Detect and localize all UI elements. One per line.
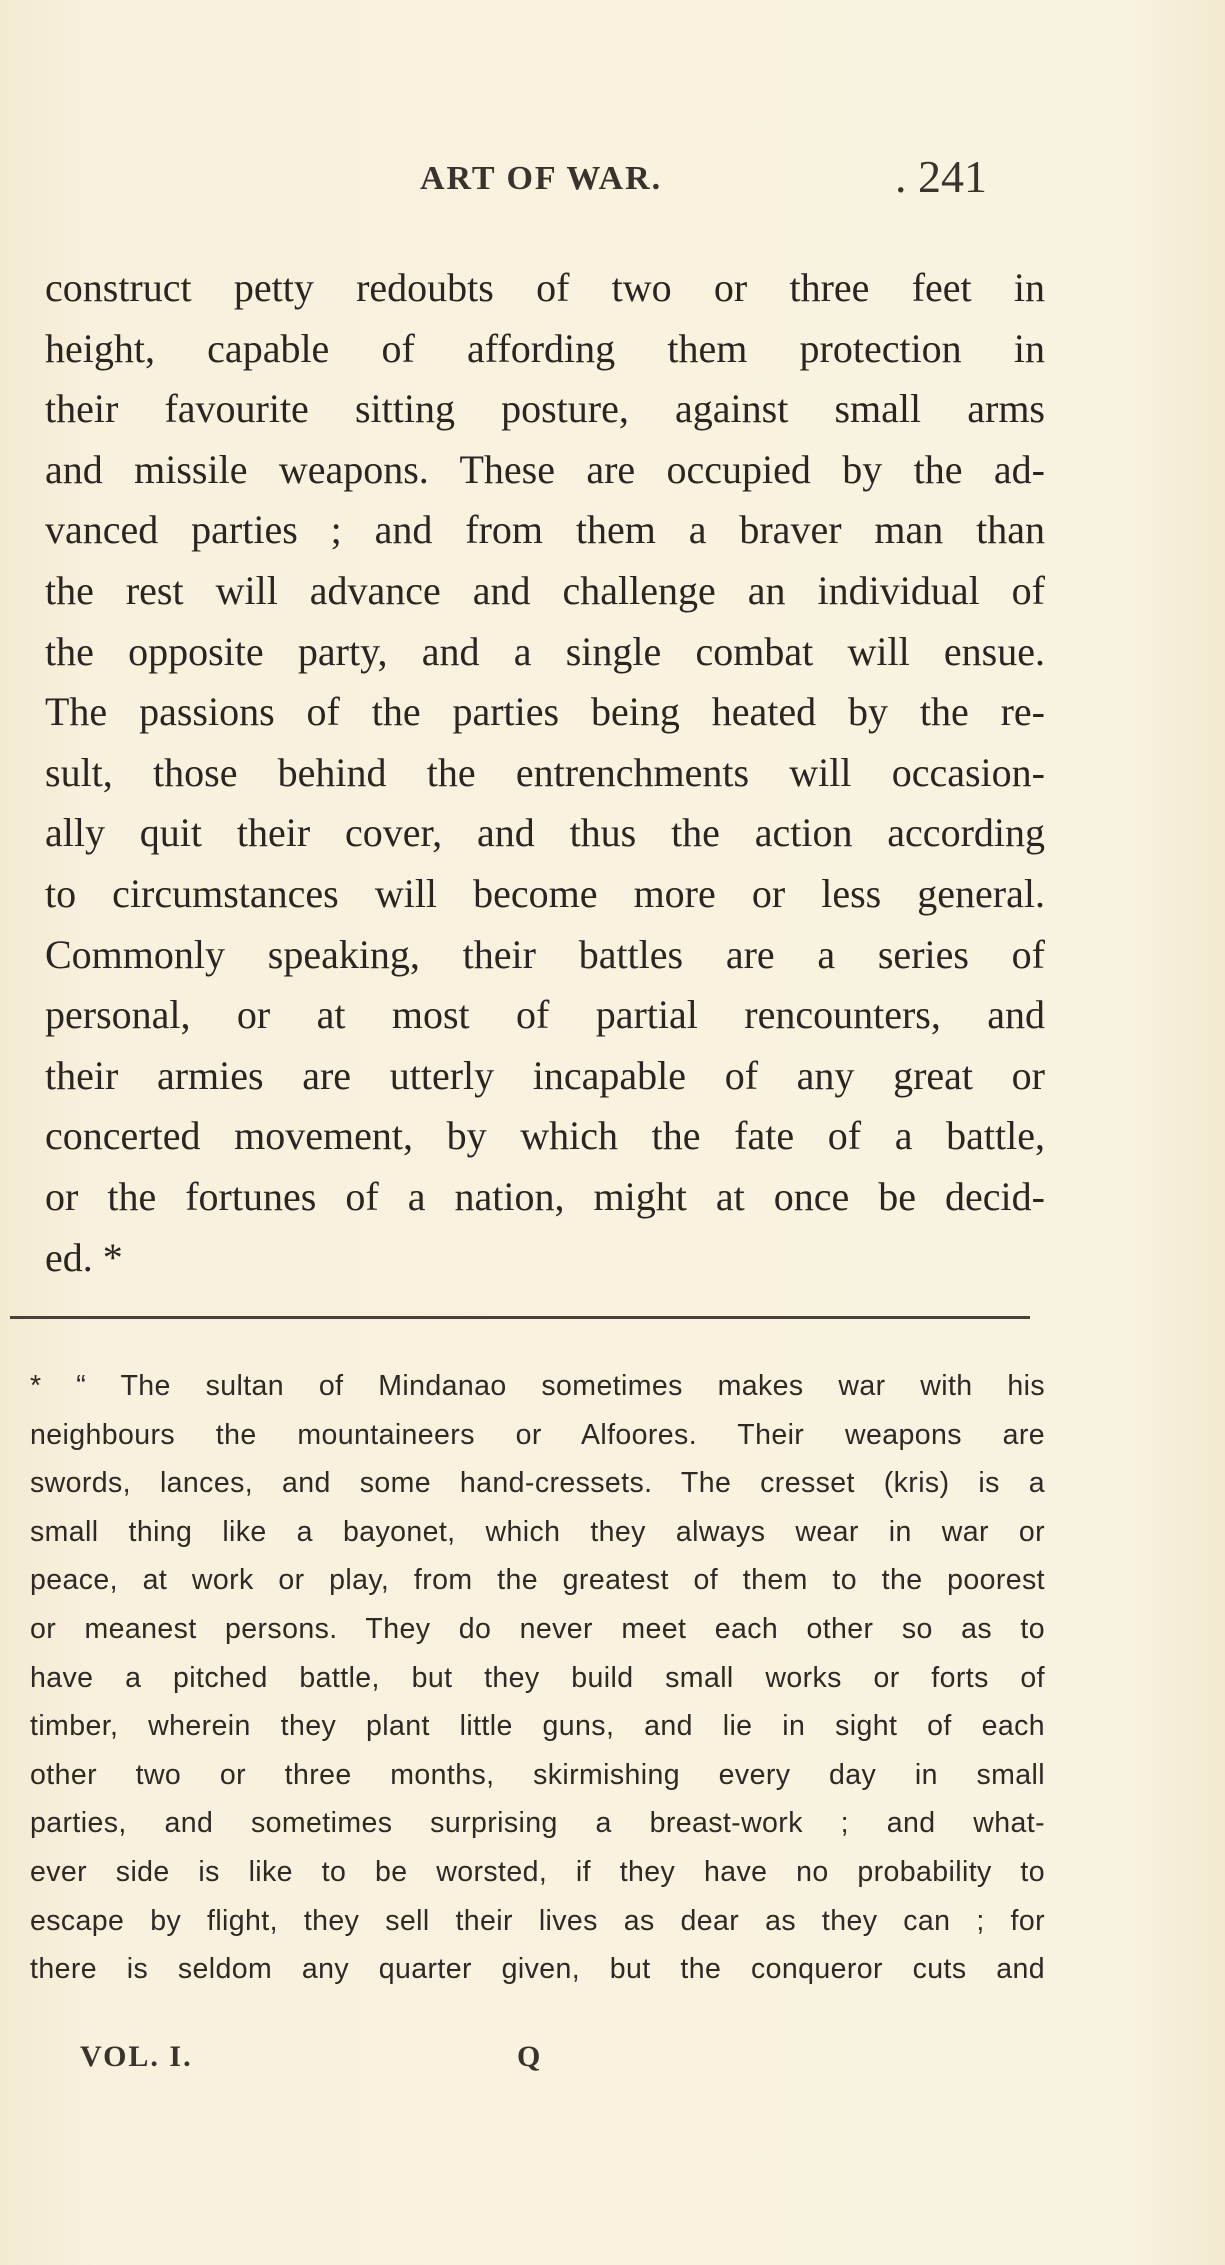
footnote-line: * “ The sultan of Mindanao sometimes makes war with his xyxy=(30,1370,1045,1402)
main-text-line: their armies are utterly incapable of any great or xyxy=(45,1052,1045,1098)
main-text-line: The passions of the parties being heated by the re- xyxy=(45,689,1045,735)
volume-signature: VOL. I. xyxy=(80,2040,193,2073)
main-text-line: concerted movement, by which the fate of a battle, xyxy=(45,1113,1045,1159)
footnote-line: have a pitched battle, but they build small works or forts of xyxy=(30,1661,1045,1694)
main-text-line: their favourite sitting posture, against small arms xyxy=(45,386,1045,432)
footnote-line: neighbours the mountaineers or Alfoores. Their weapons are xyxy=(30,1418,1045,1451)
main-text-line: and missile weapons. These are occupied by the ad- xyxy=(45,446,1045,492)
footnote-line: swords, lances, and some hand-cressets. The cresset (kris) is a xyxy=(30,1467,1045,1500)
footnote-divider xyxy=(10,1316,1030,1319)
footnote-line: or meanest persons. They do never meet each other so as to xyxy=(30,1612,1045,1645)
main-text-line: to circumstances will become more or less general. xyxy=(45,870,1045,916)
main-text-line: the opposite party, and a single combat will ensue. xyxy=(45,628,1045,674)
footnote-line: peace, at work or play, from the greatest of them to the poorest xyxy=(30,1564,1045,1597)
page-number: . 241 xyxy=(895,151,987,202)
footnote-line: ever side is like to be worsted, if they have no probability to xyxy=(30,1855,1045,1888)
footnote-line: escape by flight, they sell their lives as dear as they can ; for xyxy=(30,1904,1045,1937)
main-text-line: sult, those behind the entrenchments will occasion- xyxy=(45,749,1045,795)
footnote-line: there is seldom any quarter given, but the conqueror cuts and xyxy=(30,1953,1045,1986)
main-text-line: the rest will advance and challenge an individual of xyxy=(45,567,1045,613)
signature-row xyxy=(80,2040,680,2090)
main-text-line: height, capable of affording them protection in xyxy=(45,325,1045,371)
footnote-line: parties, and sometimes surprising a breast-work ; and what- xyxy=(30,1807,1045,1840)
running-head xyxy=(0,150,1225,210)
main-text-line: vanced parties ; and from them a braver man than xyxy=(45,507,1045,553)
main-text-line: Commonly speaking, their battles are a series of xyxy=(45,931,1045,977)
gathering-signature: Q xyxy=(517,2040,541,2073)
main-text-body xyxy=(45,258,1045,1288)
main-text-line: personal, or at most of partial rencounters, and xyxy=(45,992,1045,1038)
main-text-line: ally quit their cover, and thus the action according xyxy=(45,810,1045,856)
main-text-line: or the fortunes of a nation, might at once be decid- xyxy=(45,1173,1045,1219)
footnote-line: small thing like a bayonet, which they always wear in war or xyxy=(30,1515,1045,1548)
main-text-line: ed. * xyxy=(45,1234,123,1280)
main-text-line: construct petty redoubts of two or three feet in xyxy=(45,265,1045,310)
footnote-line: timber, wherein they plant little guns, and lie in sight of each xyxy=(30,1710,1045,1743)
running-title: ART OF WAR. xyxy=(420,160,663,197)
footnote xyxy=(30,1362,1045,1994)
footnote-line: other two or three months, skirmishing every day in small xyxy=(30,1758,1045,1791)
